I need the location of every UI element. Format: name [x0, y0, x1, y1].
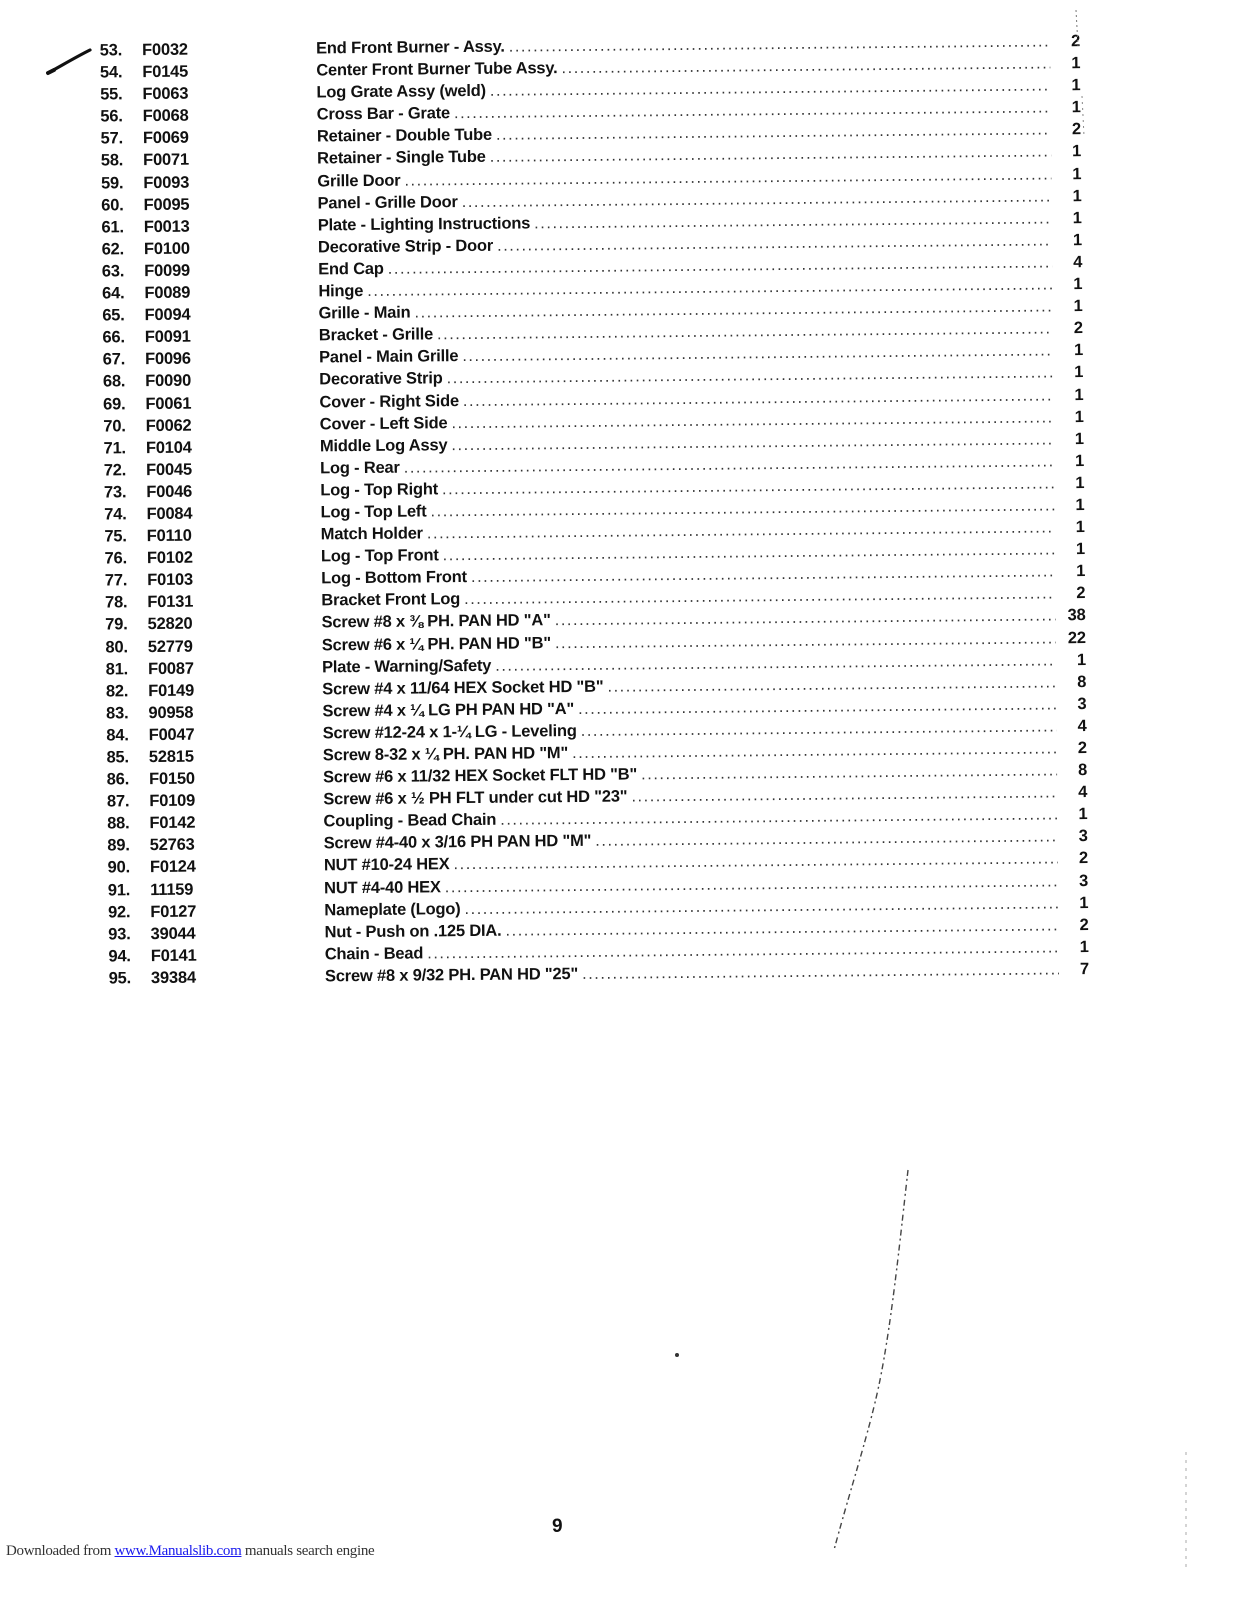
part-description: Hinge	[318, 282, 364, 301]
part-description: Grille - Main	[318, 303, 411, 323]
part-code: F0062	[145, 416, 192, 435]
part-number: 90.	[107, 858, 131, 877]
part-code: 11159	[150, 880, 194, 899]
dot-leader	[500, 806, 1057, 830]
part-code: F0103	[147, 570, 194, 590]
part-description: Screw #4 x ¼ LG PH PAN HD "A"	[322, 699, 575, 721]
part-number: 79.	[105, 615, 128, 634]
part-quantity: 1	[1073, 297, 1083, 316]
part-code: F0071	[143, 151, 190, 170]
part-quantity: 38	[1067, 606, 1086, 625]
part-number: 86.	[106, 770, 130, 789]
part-quantity: 1	[1075, 473, 1085, 493]
scan-right-edge-mark	[1180, 1450, 1192, 1570]
part-description: Plate - Warning/Safety	[321, 656, 492, 677]
dot-leader	[534, 209, 1052, 233]
part-number: 88.	[107, 814, 130, 833]
dot-leader	[509, 32, 1051, 56]
part-description: Screw #12-24 x 1-¼ LG - Leveling	[322, 721, 577, 743]
part-code: F0087	[147, 659, 194, 678]
dot-leader	[561, 54, 1050, 78]
part-description: Bracket Front Log	[321, 590, 461, 610]
part-number: 53.	[99, 41, 123, 60]
part-number: 63.	[101, 262, 125, 281]
part-quantity: 7	[1079, 960, 1090, 979]
part-number: 87.	[106, 792, 130, 811]
part-number: 77.	[104, 571, 128, 590]
part-quantity: 4	[1077, 716, 1087, 736]
part-code: F0149	[148, 681, 195, 700]
part-number: 80.	[105, 637, 128, 657]
part-code: F0063	[142, 84, 189, 104]
part-code: 90958	[148, 703, 194, 722]
part-code: F0096	[144, 349, 191, 369]
part-number: 71.	[103, 438, 126, 458]
part-number: 58.	[100, 151, 124, 170]
part-description: Screw #8 x ⅜ PH. PAN HD "A"	[321, 611, 551, 632]
part-number: 69.	[103, 394, 126, 414]
part-code: F0045	[146, 460, 192, 479]
part-description: Grille Door	[317, 171, 401, 191]
part-quantity: 1	[1072, 230, 1083, 250]
part-description: Screw #4-40 x 3/16 PH PAN HD "M"	[323, 832, 592, 853]
part-description: Middle Log Assy	[319, 435, 448, 456]
part-code: 52820	[147, 615, 193, 634]
dot-leader	[641, 761, 1057, 784]
part-number: 72.	[103, 461, 127, 480]
part-code: F0069	[142, 129, 189, 148]
part-number: 56.	[100, 107, 123, 126]
part-quantity: 1	[1076, 650, 1087, 669]
part-code: F0046	[146, 482, 193, 501]
footer-suffix: manuals search engine	[241, 1543, 375, 1559]
part-quantity: 1	[1079, 893, 1089, 912]
part-description: Log - Top Right	[320, 480, 439, 500]
part-description: Log Grate Assy (weld)	[316, 82, 486, 102]
manualslib-link[interactable]: www.Manualslib.com	[114, 1543, 242, 1559]
part-description: Nameplate (Logo)	[324, 899, 461, 920]
part-quantity: 1	[1075, 540, 1086, 559]
dot-leader	[595, 828, 1058, 851]
part-description: Panel - Grille Door	[317, 192, 458, 213]
part-code: F0091	[144, 327, 191, 347]
part-number: 60.	[101, 195, 124, 215]
part-number: 92.	[107, 902, 131, 922]
part-number: 66.	[102, 328, 125, 347]
part-number: 95.	[108, 969, 132, 988]
dot-leader	[582, 960, 1059, 984]
part-quantity: 3	[1078, 827, 1088, 846]
part-number: 70.	[103, 416, 126, 436]
dot-leader	[578, 695, 1057, 719]
dot-leader	[555, 607, 1056, 631]
part-quantity: 1	[1075, 518, 1085, 537]
part-code: F0084	[146, 504, 193, 524]
part-code: F0109	[149, 791, 196, 811]
dot-leader	[490, 77, 1051, 101]
scan-streak-mark	[820, 1160, 920, 1560]
part-code: F0013	[143, 217, 190, 236]
part-quantity: 1	[1074, 407, 1084, 426]
part-description: Cross Bar - Grate	[316, 104, 451, 124]
part-quantity: 2	[1070, 32, 1081, 51]
part-number: 65.	[102, 306, 125, 325]
part-number: 54.	[99, 63, 123, 82]
dot-leader	[490, 143, 1052, 167]
dot-leader	[497, 231, 1052, 255]
part-quantity: 3	[1079, 871, 1089, 890]
part-description: Nut - Push on .125 DIA.	[324, 921, 502, 942]
part-code: F0131	[147, 592, 194, 612]
part-code: F0142	[149, 813, 196, 833]
part-description: Cover - Right Side	[319, 391, 459, 411]
part-description: Cover - Left Side	[319, 413, 448, 434]
part-description: Decorative Strip	[319, 369, 443, 389]
part-code: 52815	[148, 747, 194, 767]
part-code: 39384	[150, 968, 196, 988]
part-code: F0061	[145, 394, 192, 413]
page-number: 9	[552, 1516, 563, 1537]
part-quantity: 1	[1073, 341, 1084, 360]
part-code: F0095	[143, 195, 190, 214]
part-number: 59.	[100, 173, 124, 193]
part-description: NUT #10-24 HEX	[323, 855, 450, 875]
part-description: Log - Top Front	[320, 546, 439, 566]
part-description: End Front Burner - Assy.	[315, 37, 505, 58]
dot-leader	[631, 784, 1057, 807]
part-quantity: 1	[1072, 208, 1082, 227]
part-number: 89.	[107, 836, 130, 855]
part-code: F0127	[150, 902, 197, 921]
part-code: F0104	[145, 438, 192, 457]
part-code: F0150	[148, 769, 195, 789]
part-code: F0145	[142, 62, 189, 82]
part-number: 76.	[104, 549, 128, 568]
part-description: Bracket - Grille	[318, 325, 434, 345]
part-description: Screw #8 x 9/32 PH. PAN HD "25"	[324, 964, 579, 986]
part-description: Panel - Main Grille	[318, 347, 459, 367]
part-description: Chain - Bead	[324, 944, 424, 964]
part-code: F0102	[146, 548, 193, 568]
part-quantity: 1	[1078, 805, 1088, 824]
part-quantity: 2	[1079, 915, 1089, 934]
part-code: F0090	[145, 372, 192, 391]
part-code: F0124	[149, 858, 196, 877]
part-quantity: 1	[1075, 496, 1085, 515]
parts-list	[50, 32, 1089, 992]
part-description: Screw 8-32 x ¼ PH. PAN HD "M"	[322, 744, 569, 765]
part-quantity: 1	[1072, 186, 1082, 205]
dot-leader	[607, 673, 1056, 696]
part-code: 52763	[149, 836, 195, 855]
part-quantity: 4	[1078, 783, 1088, 802]
part-description: Log - Bottom Front	[321, 568, 468, 588]
part-quantity: 3	[1077, 694, 1087, 713]
scan-dot-mark	[672, 1350, 682, 1360]
part-number: 75.	[104, 527, 127, 546]
part-code: F0094	[144, 305, 191, 325]
part-number: 74.	[104, 505, 127, 524]
dot-leader	[581, 717, 1057, 741]
part-quantity: 1	[1074, 429, 1084, 448]
part-code: 52779	[147, 637, 193, 656]
part-number: 62.	[101, 240, 125, 259]
part-code: F0099	[144, 261, 191, 281]
part-quantity: 1	[1071, 98, 1081, 117]
part-number: 91.	[107, 880, 131, 900]
part-quantity: 1	[1076, 562, 1086, 581]
dot-leader	[555, 629, 1056, 653]
dot-leader	[496, 121, 1051, 145]
part-quantity: 1	[1072, 142, 1082, 161]
part-number: 64.	[101, 284, 125, 303]
part-quantity: 1	[1079, 937, 1089, 957]
part-code: F0093	[143, 173, 190, 192]
part-number: 78.	[104, 593, 128, 612]
part-description: Coupling - Bead Chain	[323, 811, 497, 831]
footer-prefix: Downloaded from	[6, 1543, 115, 1559]
part-description: Log - Rear	[320, 458, 400, 478]
part-code: F0100	[143, 239, 190, 258]
part-number: 83.	[106, 704, 129, 723]
part-number: 93.	[108, 925, 131, 944]
part-number: 85.	[106, 748, 129, 767]
part-code: 39044	[150, 924, 196, 943]
part-description: Center Front Burner Tube Assy.	[316, 59, 558, 80]
part-quantity: 1	[1073, 275, 1083, 294]
part-number: 94.	[108, 947, 131, 966]
part-quantity: 2	[1077, 739, 1087, 758]
part-code: F0110	[146, 526, 192, 546]
part-code: F0089	[144, 283, 191, 303]
part-description: Screw #6 x ¼ PH. PAN HD "B"	[321, 633, 551, 654]
part-quantity: 22	[1067, 628, 1086, 647]
part-description: Log - Top Left	[320, 502, 427, 522]
part-quantity: 2	[1071, 120, 1081, 139]
part-quantity: 2	[1073, 319, 1083, 338]
part-quantity: 1	[1071, 54, 1081, 73]
part-description: Screw #6 x ½ PH FLT under cut HD "23"	[323, 787, 628, 809]
part-quantity: 1	[1074, 385, 1084, 404]
part-number: 57.	[100, 129, 124, 148]
part-code: F0141	[150, 946, 197, 965]
part-number: 68.	[102, 372, 126, 391]
part-quantity: 8	[1077, 761, 1088, 780]
part-description: Plate - Lighting Instructions	[317, 214, 531, 235]
dot-leader	[495, 651, 1056, 675]
part-quantity: 2	[1076, 584, 1086, 603]
part-description: Match Holder	[320, 524, 423, 544]
part-code: F0068	[142, 106, 189, 126]
part-quantity: 8	[1077, 672, 1087, 691]
part-description: NUT #4-40 HEX	[324, 877, 441, 897]
part-description: Retainer - Single Tube	[317, 148, 486, 168]
part-quantity: 4	[1073, 253, 1083, 272]
part-description: Retainer - Double Tube	[316, 126, 492, 146]
part-quantity: 2	[1078, 849, 1088, 868]
part-quantity: 1	[1071, 76, 1081, 95]
part-code: F0032	[141, 40, 188, 60]
part-quantity: 1	[1072, 164, 1082, 183]
part-code: F0047	[148, 725, 195, 744]
part-description: Decorative Strip - Door	[317, 236, 494, 257]
part-number: 67.	[102, 350, 126, 369]
part-number: 55.	[100, 85, 123, 104]
scan-edge-mark	[1060, 6, 1100, 146]
part-description: Screw #6 x 11/32 HEX Socket FLT HD "B"	[322, 765, 638, 787]
part-number: 84.	[106, 726, 129, 745]
part-number: 73.	[103, 483, 127, 502]
part-number: 82.	[105, 681, 129, 701]
dot-leader	[572, 739, 1057, 763]
part-quantity: 1	[1074, 451, 1085, 470]
part-number: 61.	[101, 218, 124, 237]
footer	[6, 1543, 374, 1560]
part-description: End Cap	[318, 259, 384, 279]
part-quantity: 1	[1074, 363, 1084, 382]
part-number: 81.	[105, 659, 129, 679]
dot-leader	[505, 916, 1058, 940]
part-description: Screw #4 x 11/64 HEX Socket HD "B"	[322, 677, 604, 699]
